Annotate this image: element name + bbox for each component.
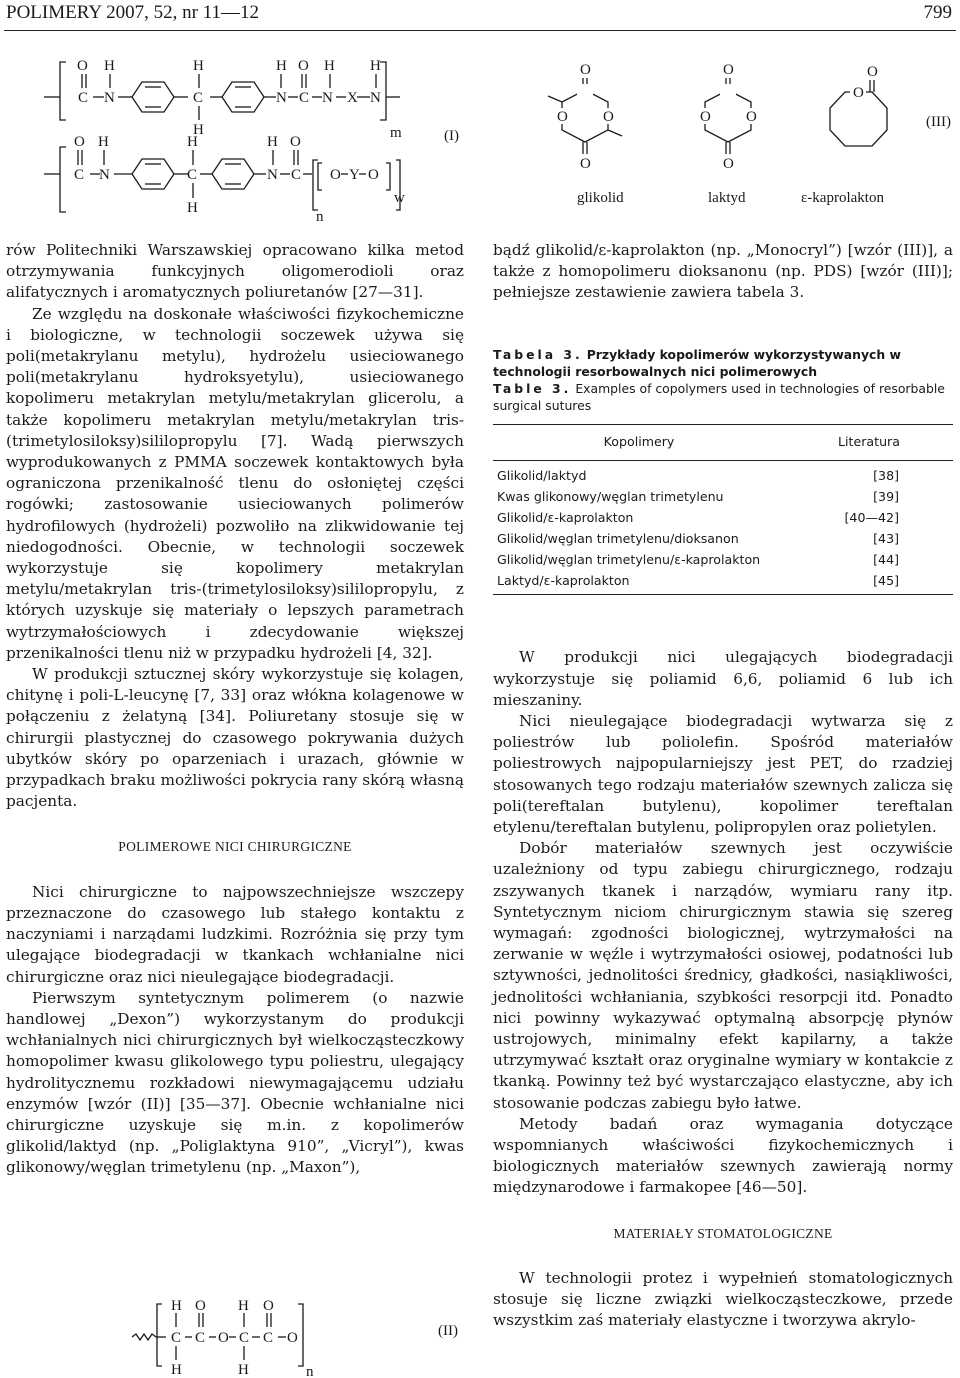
atom-Y: Y [349, 167, 360, 183]
paragraph: Ze względu na doskonałe właściwości fizykochemiczne i biologiczne, w technologii soczewek używa się poli(metakrylanu metylu), hydrożelu usieciowanego poli(metakrylanu hydroksyetylu), usieciowanego kopolimeru metakrylan metylu/metakrylan glicerolu, a także kopolimeru metakrylan metylu/metakrylan tris-(trimetylosiloksy)sililopropylu [7]. Wadą pierwszych wyprodukowanych z PMMA soczewek kontaktowych była ograniczona przenikalność tlenu do osłoniętej części rogówki; zastosowanie usieciowanych polimerów hydrofilowych (hydrożeli) pozwoliło na zlikwidowanie tej niedogodności. Obecnie, w technologii soczewek wykorzystuje się kopolimery metakrylan metylu/metakrylan tris-(trimetylosiloksy)sililopropylu, z których uzyskuje się materiały o lepszych parametrach wytrzymałościowych i zdecydowanie większej przenikalności tlenu niż w przypadku hydrożeli [4, 32]. [6, 304, 464, 662]
paragraph: W produkcji sztucznej skóry wykorzystuje się kolagen, chitynę i poli-L-leucynę [7, 33] oraz włókna kolagenowe w połączeniu z żelatyną [34]. Poliuretany stosuje się w chirurgii plastycznej do czasowego pokrywania dużych ubytków skóry po oparzeniach i urazach, głównie w przypadkach braku możliwości pokrycia rany skórą własną pacjenta. [6, 665, 464, 811]
left-column [6, 240, 464, 1179]
paragraph: W technologii protez i wypełnień stomatologicznych stosuje się liczne związki wielkocząsteczkowe, przede wszystkim zaś materiały elastyczne i tworzywa akrylo- [493, 1268, 953, 1330]
atom-N: N [370, 90, 381, 106]
atom-C: C [291, 167, 302, 183]
table-cell: [44] [873, 551, 899, 567]
atom-O: O [853, 85, 864, 101]
formula-II [130, 1290, 470, 1378]
atom-H: H [238, 1362, 249, 1378]
table-cell: [40—42] [844, 509, 899, 525]
formula-label-III: (III) [926, 114, 951, 130]
atom-O: O [723, 156, 734, 172]
section-title: POLIMEROWE NICI CHIRURGICZNE [118, 839, 352, 855]
running-header [6, 2, 952, 26]
atom-H: H [193, 58, 204, 74]
atom-C: C [171, 1330, 182, 1346]
table-cell: Glikolid/laktyd [497, 467, 587, 483]
table-caption-text: Przykłady kopolimerów wykorzystywanych w technologii resorbowalnych nici polimerowych [493, 346, 901, 379]
table-cell: Kwas glikonowy/węglan trimetylenu [497, 488, 724, 504]
column-header: Literatura [785, 424, 953, 460]
atom-C: C [187, 167, 198, 183]
table-row [493, 571, 953, 595]
paragraph: Pierwszym syntetycznym polimerem (o nazwie handlowej „Dexon”) wykorzystanym do produkcji wchłanialnych nici chirurgicznych był wielkocząsteczkowy homopolimer kwasu glikolowego typu poliestru, ulegający hydrolitycznemu rozkładowi niewymagającemu udziału enzymów [wzór (II)] [35—37]. Obecnie wchłanialne nici chirurgiczne uzyskuje się m.in. z kopolimerów glikolid/laktyd (np. „Poliglaktyna 910”, „Vicryl”), kwas glikonowy/węglan trimetylenu (np. „Maxon”), [6, 988, 464, 1177]
atom-O: O [580, 156, 591, 172]
atom-O: O [287, 1330, 298, 1346]
atom-N: N [99, 167, 110, 183]
subscript-n: n [316, 209, 324, 225]
atom-O: O [263, 1298, 274, 1314]
atom-O: O [195, 1298, 206, 1314]
atom-H: H [187, 134, 198, 150]
table-row [493, 460, 953, 487]
table-label: Tabela 3. [493, 346, 583, 362]
atom-O: O [298, 58, 309, 74]
atom-H: H [98, 134, 109, 150]
right-column [493, 240, 953, 1331]
table-cell: [43] [873, 530, 899, 546]
atom-N: N [322, 90, 333, 106]
atom-H: H [370, 58, 381, 74]
table-cell: Glikolid/węglan trimetylenu/ε-kaprolakton [497, 551, 761, 567]
atom-C: C [193, 90, 204, 106]
table-row [493, 487, 953, 508]
table-caption-pl [493, 346, 953, 380]
atom-O: O [746, 109, 757, 125]
paragraph: Nici chirurgiczne to najpowszechniejsze wszczepy przeznaczone do czasowego lub stałego kontaktu z naczyniami i narządami ludzkimi. Rozróżnia się przy tym ulegające biodegradacji w tkankach wchłanialne nici chirurgiczne oraz nici nieulegające biodegradacji. [6, 882, 464, 986]
atom-H: H [324, 58, 335, 74]
atom-O: O [700, 109, 711, 125]
table-cell: Glikolid/ε-kaprolakton [497, 509, 634, 525]
table-cell: Glikolid/węglan trimetylenu/dioksanon [497, 530, 739, 546]
atom-H: H [187, 200, 198, 216]
compound-name-glikolid: glikolid [577, 190, 624, 206]
compound-name-kaprolakton: ε-kaprolakton [801, 190, 884, 206]
subscript-w: w [394, 190, 405, 206]
paragraph: Dobór materiałów szewnych jest oczywiście uzależniony od typu zabiegu chirurgicznego, rodzaju zszywanych tkanek i narządów, wymiaru rany itp. Syntetycznym niciom chirurgicznym stawia się szereg wymagań: zgodności biologicznej, wytrzymałości na zerwanie w węźle i wytrzymałości osiowej, podatności lub sztywności, jednolitości średnicy, gładkości, nasiąkliwości, jednolitości wchłaniania, szybkości resorpcji itd. Ponadto nici powinny wykazywać optymalną absorpcję płynów ustrojowych, minimalny efekt kapilarny, a także utrzymywać kształt oraz oryginalne wymiary w kontakcie z tkanką. Powinny też być wystarczająco elastyczne, aby ich stosowanie podczas zabiegu było łatwe. [493, 839, 953, 1112]
atom-C: C [74, 167, 85, 183]
atom-C: C [239, 1330, 250, 1346]
compound-name-laktyd: laktyd [708, 190, 746, 206]
page-number: 799 [923, 2, 952, 23]
atom-H: H [276, 58, 287, 74]
atom-H: H [171, 1298, 182, 1314]
table-cell: [39] [873, 488, 899, 504]
journal-citation: POLIMERY 2007, 52, nr 11—12 [6, 2, 259, 23]
table-cell: [38] [873, 467, 899, 483]
column-header: Kopolimery [493, 424, 785, 460]
atom-O: O [77, 58, 88, 74]
atom-C: C [299, 90, 310, 106]
atom-O: O [603, 109, 614, 125]
formula-III [490, 40, 960, 215]
atom-O: O [368, 167, 379, 183]
atom-C: C [263, 1330, 274, 1346]
paragraph: W produkcji nici ulegających biodegradacji wykorzystuje się poliamid 6,6, poliamid 6 lub ich mieszaniny. [493, 648, 953, 709]
paragraph: Metody badań oraz wymagania dotyczące wspomnianych właściwości fizykochemicznych i biologicznych materiałów szewnych zawierają normy międzynarodowe i farmakopee [46—50]. [493, 1114, 953, 1197]
atom-N: N [104, 90, 115, 106]
atom-O: O [867, 64, 878, 80]
atom-H: H [193, 122, 204, 138]
header-rule [4, 30, 956, 31]
table-row [493, 550, 953, 571]
atom-O: O [557, 109, 568, 125]
atom-O: O [218, 1330, 229, 1346]
atom-H: H [267, 134, 278, 150]
atom-O: O [580, 62, 591, 78]
atom-C: C [78, 90, 89, 106]
formula-label-II: (II) [438, 1323, 458, 1339]
paragraph: bądź glikolid/ε-kaprolakton (np. „Monocryl”) [wzór (III)], a także z homopolimeru dioksanonu (np. PDS) [wzór (III)]; pełniejsze zestawienie zawiera tabela 3. [493, 241, 953, 302]
table-label: Table 3. [493, 380, 572, 396]
copolymer-table [493, 424, 953, 596]
atom-O: O [74, 134, 85, 150]
atom-H: H [238, 1298, 249, 1314]
table-caption-en [493, 380, 953, 414]
table-caption-text: Examples of copolymers used in technologies of resorbable surgical sutures [493, 380, 945, 413]
subscript-n: n [306, 1364, 314, 1378]
table-row [493, 508, 953, 529]
formula-label-I: (I) [444, 128, 459, 144]
atom-N: N [267, 167, 278, 183]
table-cell: [45] [785, 571, 953, 595]
atom-X: X [347, 90, 358, 106]
atom-H: H [171, 1362, 182, 1378]
atom-O: O [330, 167, 341, 183]
paragraph: rów Politechniki Warszawskiej opracowano kilka metod otrzymywania funkcyjnych oligomerodioli oraz alifatycznych i aromatycznych poliuretanów [27—31]. [6, 241, 464, 302]
paragraph: Nici nieulegające biodegradacji wytwarza się z poliestrów lub poliolefin. Spośród materiałów poliestrowych najpopularniejszy jest PET, do rzadziej stosowanych tego rodzaju materiałów szewnych zalicza się poli(tereftalan butylenu), kopolimer tereftalan etylenu/tereftalan butylenu, polipropylen oraz polietylen. [493, 711, 953, 836]
atom-O: O [290, 134, 301, 150]
formula-I [0, 40, 480, 230]
section-title: MATERIAŁY STOMATOLOGICZNE [613, 1225, 833, 1241]
atom-H: H [104, 58, 115, 74]
subscript-m: m [390, 125, 402, 141]
atom-O: O [723, 62, 734, 78]
table-row [493, 529, 953, 550]
atom-N: N [276, 90, 287, 106]
table-cell: Laktyd/ε-kaprolakton [493, 571, 785, 595]
atom-C: C [195, 1330, 206, 1346]
